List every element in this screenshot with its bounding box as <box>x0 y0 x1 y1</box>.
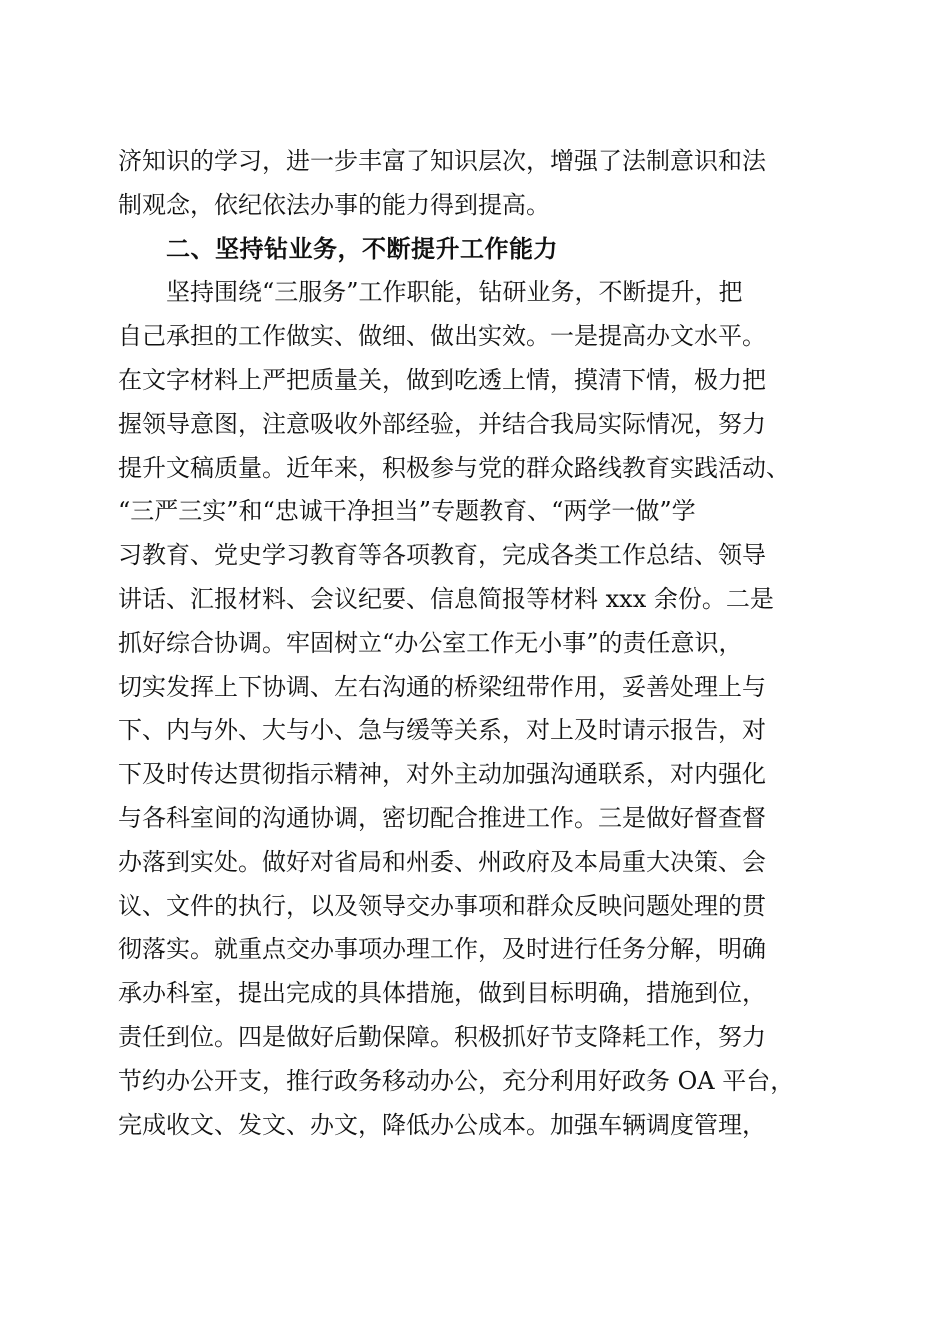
paragraph-line: “三严三实”和“忠诚干净担当”专题教育、“两学一做”学 <box>118 497 696 526</box>
paragraph-line: 与各科室间的沟通协调，密切配合推进工作。三是做好督查督 <box>118 803 766 832</box>
paragraph-line: 责任到位。四是做好后勤保障。积极抓好节支降耗工作，努力 <box>118 1022 766 1051</box>
paragraph-line: 下、内与外、大与小、急与缓等关系，对上及时请示报告，对 <box>118 716 766 745</box>
paragraph-line: 在文字材料上严把质量关，做到吃透上情，摸清下情，极力把 <box>118 365 766 394</box>
paragraph-line: 议、文件的执行，以及领导交办事项和群众反映问题处理的贯 <box>118 891 766 920</box>
paragraph-line: 切实发挥上下协调、左右沟通的桥梁纽带作用，妥善处理上与 <box>118 672 766 701</box>
paragraph-line: 下及时传达贯彻指示精神，对外主动加强沟通联系，对内强化 <box>118 760 766 789</box>
paragraph-line: 完成收文、发文、办文，降低办公成本。加强车辆调度管理， <box>118 1110 766 1139</box>
paragraph-line: 习教育、党史学习教育等各项教育，完成各类工作总结、领导 <box>118 541 766 570</box>
paragraph-line: 承办科室，提出完成的具体措施，做到目标明确，措施到位， <box>118 979 766 1008</box>
paragraph-line: 制观念，依纪依法办事的能力得到提高。 <box>118 190 550 219</box>
paragraph-line: 彻落实。就重点交办事项办理工作，及时进行任务分解，明确 <box>118 935 766 964</box>
paragraph-line: 自己承担的工作做实、做细、做出实效。一是提高办文水平。 <box>118 322 766 351</box>
paragraph-line: 济知识的学习，进一步丰富了知识层次，增强了法制意识和法 <box>118 147 766 175</box>
paragraph-line: 节约办公开支，推行政务移动办公，充分利用好政务 OA 平台， <box>118 1066 795 1095</box>
document-body <box>118 140 838 1147</box>
paragraph-line: 讲话、汇报材料、会议纪要、信息简报等材料 xxx 余份。二是 <box>118 584 774 613</box>
paragraph-line: 坚持围绕“三服务”工作职能，钻研业务，不断提升，把 <box>166 278 743 307</box>
paragraph-line: 提升文稿质量。近年来，积极参与党的群众路线教育实践活动、 <box>118 453 790 482</box>
section-heading: 二、坚持钻业务，不断提升工作能力 <box>166 234 558 263</box>
paragraph-line: 握领导意图，注意吸收外部经验，并结合我局实际情况，努力 <box>118 409 766 438</box>
paragraph-line: 抓好综合协调。牢固树立“办公室工作无小事”的责任意识， <box>118 628 743 657</box>
paragraph-line: 办落到实处。做好对省局和州委、州政府及本局重大决策、会 <box>118 847 766 876</box>
